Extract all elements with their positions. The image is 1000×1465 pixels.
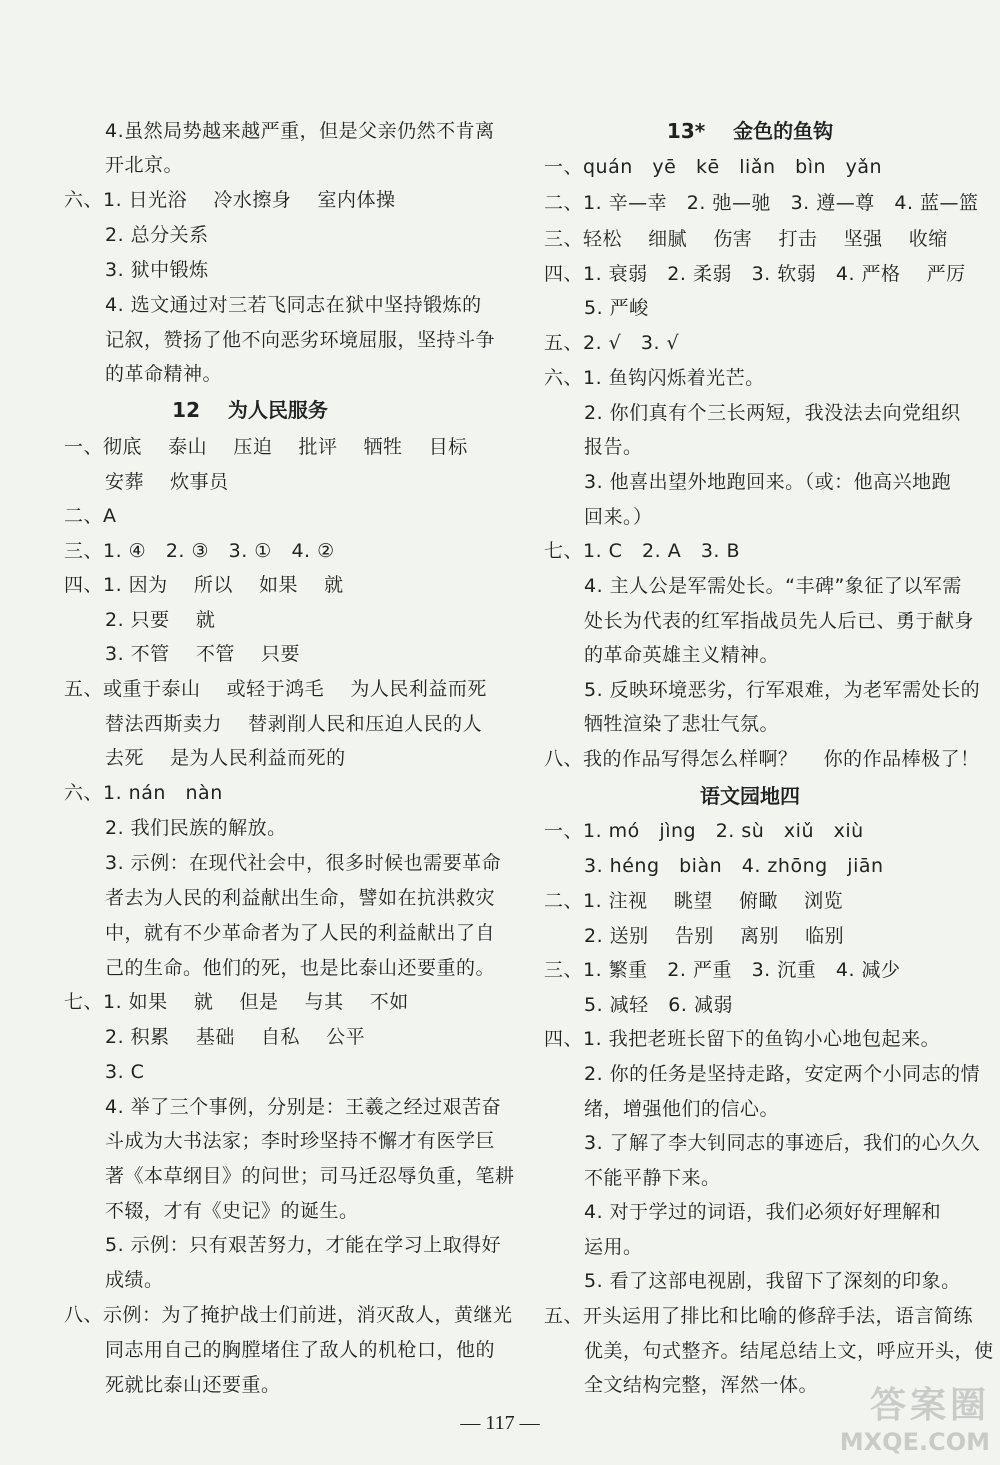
answer-line: 2. 你的任务是坚持走路，安定两个小同志的情 (584, 1063, 981, 1085)
watermark-text-top: 答案圈 (869, 1385, 990, 1426)
answer-line: 二、1. 辛—幸 2. 弛—驰 3. 遵—尊 4. 蓝—篮 (544, 192, 979, 214)
answer-line: 牺牲渲染了悲壮气氛。 (584, 713, 780, 735)
answer-line: 5. 减轻 6. 减弱 (584, 994, 733, 1016)
answer-line: 者去为人民的利益献出生命，譬如在抗洪救灾 (105, 887, 496, 909)
answer-line: 五、开头运用了排比和比喻的修辞手法，语言简练 (544, 1305, 974, 1327)
answer-line: 3. C (105, 1061, 145, 1083)
answer-line: 3. 他喜出望外地跑回来。（或：他高兴地跑 (584, 471, 952, 493)
answer-line: 5. 示例：只有艰苦努力，才能在学习上取得好 (105, 1234, 502, 1256)
page-number: — 117 — (460, 1412, 540, 1434)
answer-line: 四、1. 我把老班长留下的鱼钩小心地包起来。 (544, 1028, 941, 1050)
section-title: 13* 金色的鱼钩 (666, 119, 834, 143)
answer-line: 六、1. 鱼钩闪烁着光芒。 (544, 367, 765, 389)
answer-line: 去死 是为人民利益而死的 (105, 747, 346, 769)
answer-line: 替法西斯卖力 替剥削人民和压迫人民的人 (105, 713, 483, 735)
answer-line: 2. 送别 告别 离别 临别 (584, 925, 845, 947)
answer-line: 六、1. nán nàn (64, 782, 223, 804)
answer-line: 死就比泰山还要重。 (105, 1374, 281, 1396)
answer-line: 2. 总分关系 (105, 224, 209, 246)
answer-line: 5. 严峻 (584, 297, 649, 319)
answer-line: 三、1. 繁重 2. 严重 3. 沉重 4. 减少 (544, 959, 901, 981)
answer-line: 3. héng biàn 4. zhōng jiān (584, 855, 884, 877)
answer-line: 优美，句式整齐。结尾总结上文，呼应开头，使 (584, 1340, 994, 1362)
answer-line: 4. 对于学过的词语，我们必须好好理解和 (584, 1201, 942, 1223)
answer-line: 八、我的作品写得怎么样啊？ 你的作品棒极了！ (544, 748, 980, 770)
answer-line: 八、示例：为了掩护战士们前进，消灭敌人，黄继光 (64, 1304, 513, 1326)
answer-line: 七、1. C 2. A 3. B (544, 540, 741, 562)
answer-line: 六、1. 日光浴 冷水擦身 室内体操 (64, 189, 396, 211)
answer-line: 三、1. ④ 2. ③ 3. ① 4. ② (64, 540, 335, 562)
answer-line: 全文结构完整，浑然一体。 (584, 1374, 819, 1396)
answer-line: 的革命英雄主义精神。 (584, 644, 780, 666)
answer-line: 2. 积累 基础 自私 公平 (105, 1026, 366, 1048)
answer-line: 绪，增强他们的信心。 (584, 1098, 780, 1120)
answer-line: 记叙，赞扬了他不向恶劣环境屈服，坚持斗争 (105, 329, 496, 351)
answer-line: 3. 示例：在现代社会中，很多时候也需要革命 (105, 852, 502, 874)
answer-line: 一、彻底 泰山 压迫 批评 牺牲 目标 (64, 436, 468, 458)
answer-line: 不辍，才有《史记》的诞生。 (105, 1200, 359, 1222)
answer-line: 同志用自己的胸膛堵住了敌人的机枪口，他的 (105, 1339, 496, 1361)
answer-line: 2. 我们民族的解放。 (105, 817, 287, 839)
answer-line: 处长为代表的红军指战员先人后已、勇于献身 (584, 610, 975, 632)
answer-line: 二、1. 注视 眺望 俯瞰 浏览 (544, 890, 844, 912)
answer-line: 5. 看了这部电视剧，我留下了深刻的印象。 (584, 1270, 961, 1292)
answer-line: 3. 狱中锻炼 (105, 259, 209, 281)
answer-line: 五、2. √ 3. √ (544, 332, 680, 354)
answer-line: 五、或重于泰山 或轻于鸿毛 为人民利益而死 (64, 678, 487, 700)
answer-line: 不能平静下来。 (584, 1167, 721, 1189)
answer-line: 5. 反映环境恶劣，行军艰难，为老军需处长的 (584, 679, 981, 701)
answer-line: 斗成为大书法家；李时珍坚持不懈才有医学巨 (105, 1130, 496, 1152)
answer-line: 的革命精神。 (105, 363, 223, 385)
answer-line: 开北京。 (105, 154, 184, 176)
answer-line: 一、quán yē kē liǎn bìn yǎn (544, 156, 883, 178)
answer-line: 报告。 (584, 436, 643, 458)
watermark-text-bottom: MXQE.COM (839, 1428, 990, 1456)
section-title: 12 为人民服务 (172, 398, 328, 422)
answer-line: 己的生命。他们的死，也是比泰山还要重的。 (105, 957, 496, 979)
answer-line: 著《本草纲目》的问世；司马迁忍辱负重，笔耕 (105, 1165, 515, 1187)
watermark-logo (790, 1377, 990, 1457)
answer-line: 四、1. 衰弱 2. 柔弱 3. 软弱 4. 严格 严厉 (544, 263, 966, 285)
answer-line: 四、1. 因为 所以 如果 就 (64, 574, 344, 596)
answer-line: 二、A (64, 505, 117, 527)
answer-line: 3. 不管 不管 只要 (105, 643, 300, 665)
answer-line: 回来。） (584, 506, 653, 528)
answer-line: 4.虽然局势越来越严重，但是父亲仍然不肯离 (105, 120, 495, 142)
answer-line: 一、1. mó jìng 2. sù xiǔ xiù (544, 820, 864, 842)
answer-line: 3. 了解了李大钊同志的事迹后，我们的心久久 (584, 1132, 981, 1154)
answer-line: 4. 主人公是军需处长。“丰碑”象征了以军需 (584, 575, 962, 597)
answer-line: 三、轻松 细腻 伤害 打击 坚强 收缩 (544, 228, 948, 250)
answer-line: 七、1. 如果 就 但是 与其 不如 (64, 991, 409, 1013)
answer-line: 4. 举了三个事例，分别是：王羲之经过艰苦奋 (105, 1096, 502, 1118)
answer-line: 4. 选文通过对三若飞同志在狱中坚持锻炼的 (105, 294, 482, 316)
answer-line: 中，就有不少革命者为了人民的利益献出了自 (105, 922, 496, 944)
answer-line: 运用。 (584, 1236, 643, 1258)
answer-line: 安葬 炊事员 (105, 471, 229, 493)
section-title: 语文园地四 (700, 784, 800, 808)
answer-line: 2. 你们真有个三长两短，我没法去向党组织 (584, 402, 961, 424)
answer-line: 2. 只要 就 (105, 609, 216, 631)
answer-line: 成绩。 (105, 1269, 164, 1291)
